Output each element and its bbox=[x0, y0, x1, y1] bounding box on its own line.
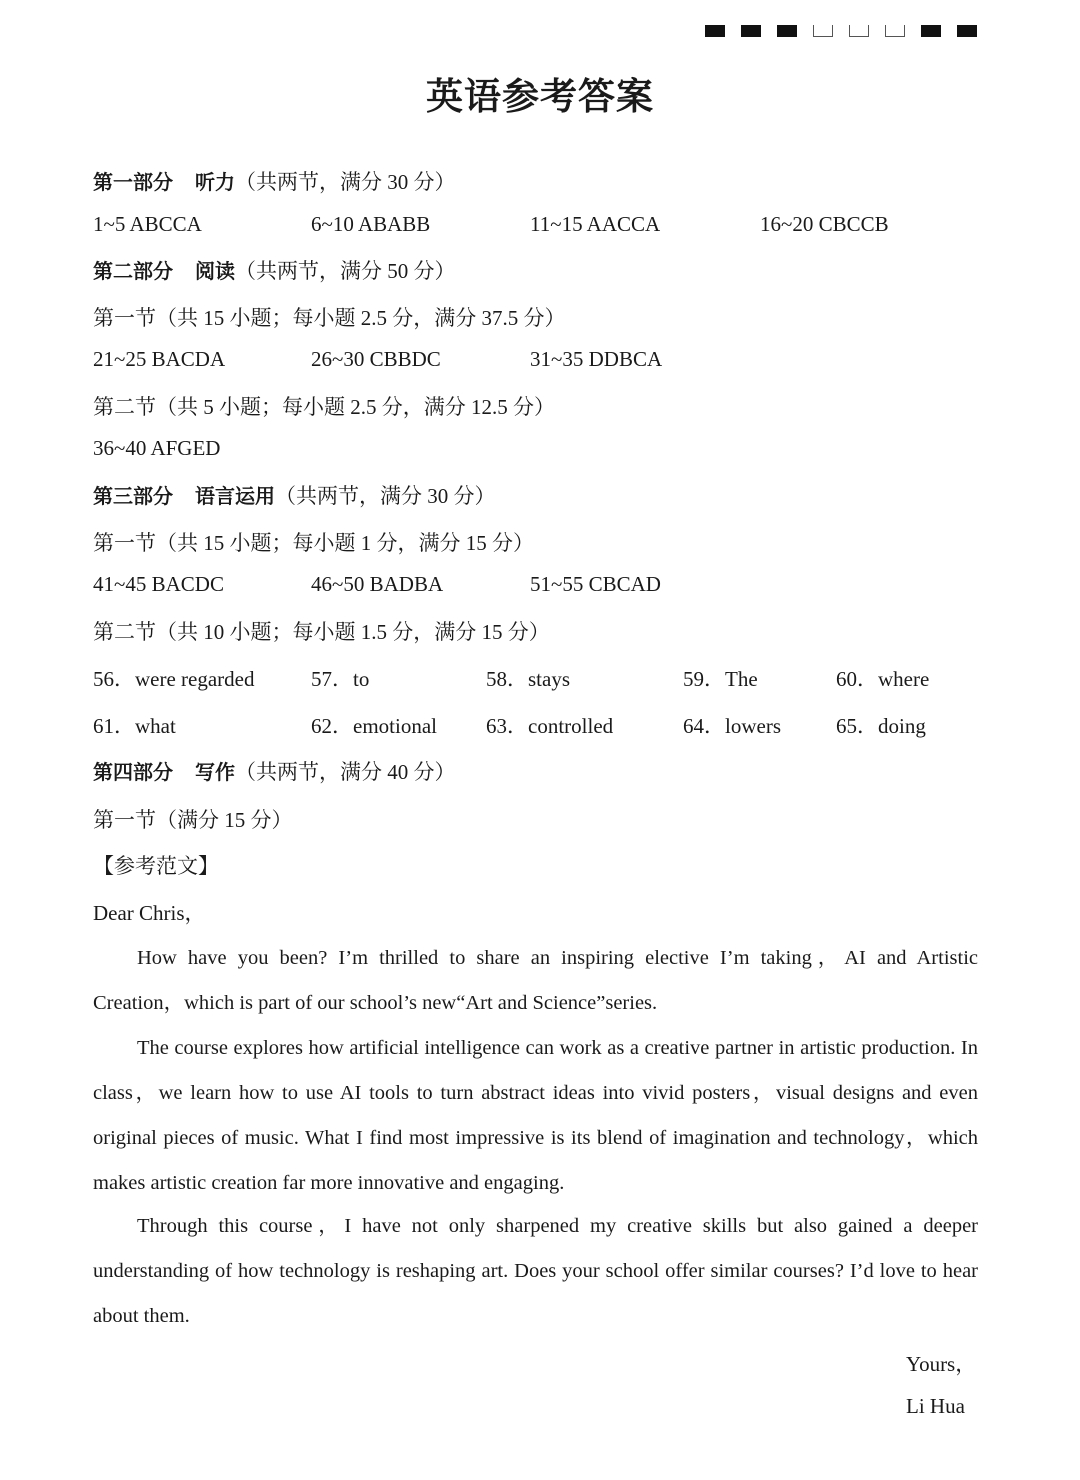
mark-2 bbox=[741, 25, 761, 37]
part4-heading bbox=[93, 756, 456, 786]
answer-group: 6~10 ABABB bbox=[311, 212, 431, 236]
part2-note: （共两节，满分 50 分） bbox=[235, 259, 456, 283]
mark-1 bbox=[705, 25, 725, 37]
answer-group: 16~20 CBCCB bbox=[760, 212, 889, 236]
part1-name: 听力 bbox=[195, 170, 235, 194]
part4-name: 写作 bbox=[195, 760, 235, 784]
sample-label: 【参考范文】 bbox=[93, 854, 219, 878]
mark-7 bbox=[921, 25, 941, 37]
part2-section2-title: 第二节（共 5 小题；每小题 2.5 分，满分 12.5 分） bbox=[93, 395, 555, 419]
part1-heading bbox=[93, 166, 456, 196]
fill-answer: 58．stays bbox=[486, 667, 570, 691]
fill-answer: 59．The bbox=[683, 667, 758, 691]
part2-name: 阅读 bbox=[195, 259, 235, 283]
letter-signature: Li Hua bbox=[906, 1394, 965, 1418]
answer-group: 11~15 AACCA bbox=[530, 212, 661, 236]
answer-group: 41~45 BACDC bbox=[93, 572, 224, 596]
mark-5 bbox=[849, 25, 869, 37]
part4-section1-title: 第一节（满分 15 分） bbox=[93, 808, 293, 832]
part2-heading bbox=[93, 255, 456, 285]
part3-name: 语言运用 bbox=[195, 484, 275, 508]
fill-answer: 61．what bbox=[93, 714, 176, 738]
part1-note: （共两节，满分 30 分） bbox=[235, 170, 456, 194]
part4-label: 第四部分 bbox=[93, 760, 173, 784]
answer-group: 46~50 BADBA bbox=[311, 572, 444, 596]
fill-answer: 63．controlled bbox=[486, 714, 614, 738]
fill-answer: 60．where bbox=[836, 667, 930, 691]
fill-answer: 56．were regarded bbox=[93, 667, 255, 691]
letter-closing: Yours， bbox=[906, 1352, 977, 1376]
part4-note: （共两节，满分 40 分） bbox=[235, 760, 456, 784]
answer-group: 51~55 CBCAD bbox=[530, 572, 661, 596]
answer-group: 31~35 DDBCA bbox=[530, 347, 663, 371]
part3-note: （共两节，满分 30 分） bbox=[275, 484, 496, 508]
answer-group: 36~40 AFGED bbox=[93, 436, 221, 460]
part3-label: 第三部分 bbox=[93, 484, 173, 508]
answer-group: 21~25 BACDA bbox=[93, 347, 226, 371]
mark-3 bbox=[777, 25, 797, 37]
fill-answer: 57．to bbox=[311, 667, 370, 691]
part2-section1-title: 第一节（共 15 小题；每小题 2.5 分，满分 37.5 分） bbox=[93, 306, 566, 330]
fill-answer: 64．lowers bbox=[683, 714, 781, 738]
part2-label: 第二部分 bbox=[93, 259, 173, 283]
fill-answer: 65．doing bbox=[836, 714, 926, 738]
letter-paragraph: Through this course，I have not only sharpened my creative skills but also gained a deeper understanding of how technology is reshaping art. Does your school offer similar courses? I’d love to hear about them. bbox=[93, 1215, 978, 1327]
letter-paragraph: The course explores how artificial intelligence can work as a creative partner in artistic production. In class，we learn how to use AI tools to turn abstract ideas into vivid posters，visual designs and even original pieces of music. What I find most impressive is its blend of imagination and technology，which makes artistic creation far more innovative and engaging. bbox=[93, 1037, 978, 1194]
mark-4 bbox=[813, 25, 833, 37]
part3-section2-title: 第二节（共 10 小题；每小题 1.5 分，满分 15 分） bbox=[93, 620, 550, 644]
mark-8 bbox=[957, 25, 977, 37]
letter-paragraph: How have you been? I’m thrilled to share an inspiring elective I’m taking，AI and Artistic Creation，which is part of our school’s new“Art and Science”series. bbox=[93, 947, 978, 1014]
answer-group: 26~30 CBBDC bbox=[311, 347, 441, 371]
part1-label: 第一部分 bbox=[93, 170, 173, 194]
page-title: 英语参考答案 bbox=[426, 74, 654, 118]
mark-6 bbox=[885, 25, 905, 37]
letter-salutation: Dear Chris， bbox=[93, 901, 206, 925]
fill-answer: 62．emotional bbox=[311, 714, 437, 738]
answer-group: 1~5 ABCCA bbox=[93, 212, 202, 236]
part3-heading bbox=[93, 480, 496, 510]
part3-section1-title: 第一节（共 15 小题；每小题 1 分，满分 15 分） bbox=[93, 531, 534, 555]
